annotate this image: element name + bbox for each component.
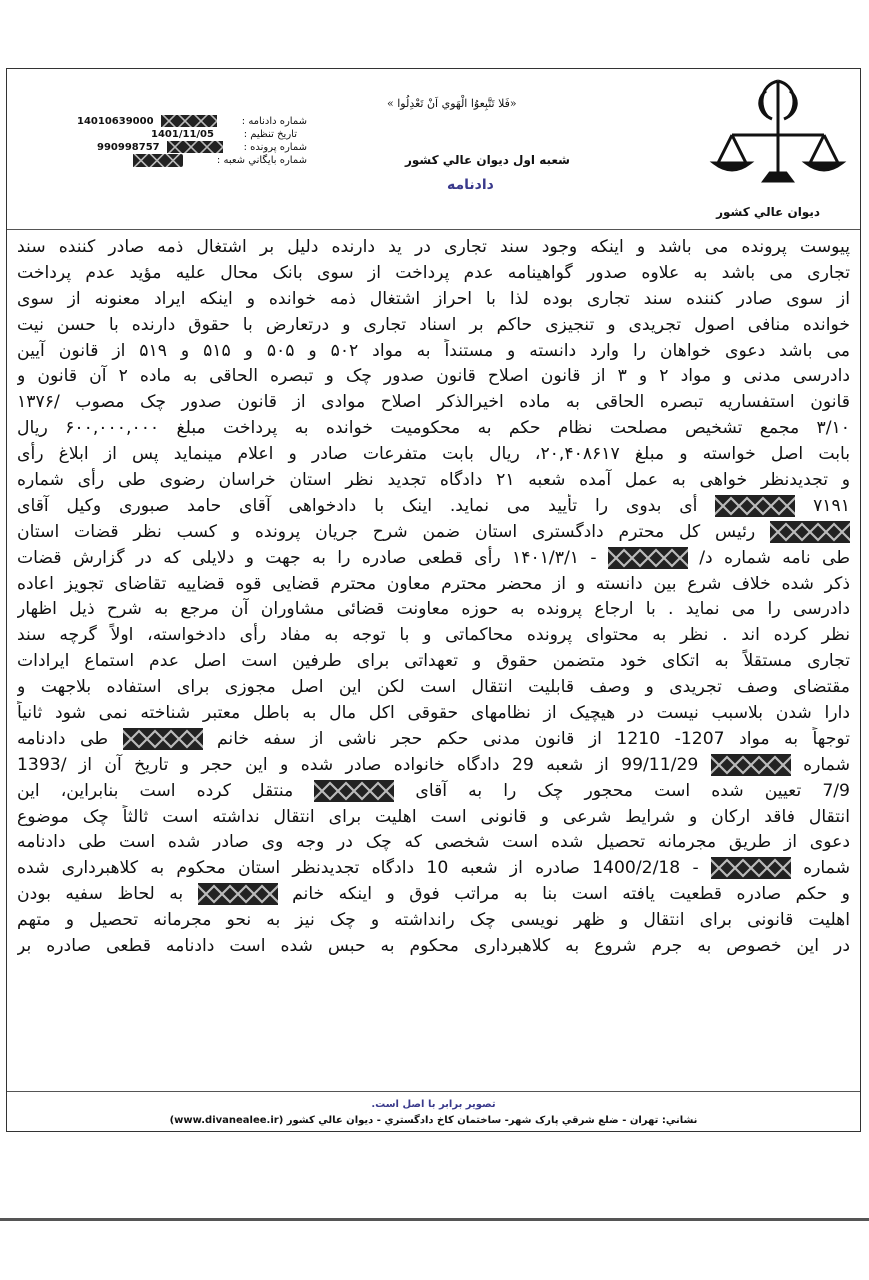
bottom-rule <box>0 1218 869 1221</box>
body-text-segment: ۷۱۹۱ <box>795 495 850 516</box>
body-line <box>17 416 850 442</box>
body-line <box>17 364 850 390</box>
body-line <box>17 882 850 908</box>
body-line <box>17 313 850 339</box>
top-margin <box>0 0 869 64</box>
redaction-box <box>314 780 394 802</box>
body-line <box>17 572 850 598</box>
body-text-segment: اهلیت قانونی برای انتقال و ظهر نویسی چک رانداشته و چک نیز به نحو مجرمانه تحصیل و متهم <box>17 910 850 931</box>
redaction-box <box>770 521 850 543</box>
body-line <box>17 701 850 727</box>
body-text-segment: توجهاً به مواد 1207- 1210 از قانون مدنی حکم حجر ناشی از سفه خانم <box>202 728 850 749</box>
body-line <box>17 442 850 468</box>
archive-row <box>77 154 307 167</box>
iran-emblem-icon <box>708 77 848 195</box>
redaction-box <box>711 754 791 776</box>
header-divider <box>7 229 860 230</box>
body-text-segment: دادرسی را می نماید . با ارجاع پرونده به حوزه معاونت قضائی مشاوران آن مرجع به شرح ذیل اظهار <box>17 599 850 620</box>
body-line <box>17 856 850 882</box>
body-line <box>17 546 850 572</box>
body-line <box>17 623 850 649</box>
case-number-label: شماره پرونده : <box>243 142 307 153</box>
body-text-segment: دعوی از طریق مجرمانه تحصیل شده است شخصی که چک در وجه وی صادر شده است طی دادنامه <box>17 832 850 853</box>
verdict-body <box>17 235 850 960</box>
body-text-segment: از سوی صادر کننده سند تجاری بوده لذا با احراز اشتغال ذمه خوانده و اینکه ایراد معنونه از سوی <box>17 288 850 309</box>
body-text-segment: ذکر شده خلاف شرع بین دانسته و از محضر محترم معاون محترم قضایی قوه قضاییه تقاضای تجویز اعاده <box>17 573 850 594</box>
body-text-segment: به لحاظ سفیه بودن <box>17 884 198 905</box>
redaction-box <box>161 115 217 127</box>
date-value: 1401/11/05 <box>151 129 214 140</box>
branch-name: شعبه اول ديوان عالي كشور <box>405 153 570 167</box>
verdict-number-value: 14010639000 <box>77 116 154 127</box>
body-text-segment: طی دادنامه <box>17 728 123 749</box>
body-text-segment: دارا شدن بلاسبب نیست در هیچیک از نظامهای حقوقی اکل مال به باطل معتبر شناخته نمی شود ثانیاً <box>17 703 850 724</box>
body-line <box>17 494 850 520</box>
body-text-segment: طی نامه شماره د/ <box>687 547 850 568</box>
body-text-segment: پیوست پرونده می باشد و اینکه وجود سند تجاری در ید دارنده دلیل بر اشتغال ذمه صادر کننده سند <box>17 237 850 257</box>
body-text-segment: رئیس کل محترم دادگستری استان ضمن شرح جریان پرونده و کسب نظر قضات استان <box>17 521 770 542</box>
body-text-segment: و حکم صادره قطعیت یافته است بنا به مراتب فوق و اینکه خانم <box>277 884 850 905</box>
body-text-segment: بابت اصل خواسته و مبلغ ۲۰,۴۰۸۶۱۷، ریال بابت متفرعات صادر و اعلام مینماید پس از ابلاغ رأی <box>17 444 850 465</box>
document-header <box>7 69 860 231</box>
body-line <box>17 805 850 831</box>
case-number-row <box>77 141 307 154</box>
quran-verse: «فَلا تَتَّبِعوُا الْهَوي اَنْ تَعْدِلُوا » <box>387 97 517 110</box>
body-text-segment: و تجدیدنظر خواهی به عمل آمده شعبه ۲۱ دادگاه تجدید نظر استان خراسان رضوی طی رأی شماره <box>17 470 850 491</box>
date-label: تاريخ تنظيم : <box>243 129 297 140</box>
redaction-box <box>133 154 183 167</box>
body-line <box>17 675 850 701</box>
body-line <box>17 261 850 287</box>
body-text-segment: 7/9 تعیین شده است محجور چک را به آقای <box>394 780 850 801</box>
body-text-segment: - 1400/2/18 صادره از شعبه 10 دادگاه تجدیدنظر استان محکوم به کلاهبرداری شده <box>17 858 711 879</box>
document-page <box>6 68 861 1132</box>
court-name: ديوان عالي كشور <box>716 205 820 219</box>
body-line <box>17 727 850 753</box>
body-line <box>17 287 850 313</box>
case-number-value: 990998757 <box>97 142 160 153</box>
body-text-segment: - ۱۴۰۱/۳/۱ رأی قطعی صادره را به جهت و دلایلی که در گزارش قضات <box>17 547 608 568</box>
body-text-segment: خوانده منافی اصول تجریدی و تنجیزی حاکم بر اسناد تجاری و درتعارض با حقوق دارنده با حسن نیت <box>17 314 850 335</box>
body-line <box>17 753 850 779</box>
redaction-box <box>123 728 203 750</box>
body-line <box>17 390 850 416</box>
redaction-box <box>711 857 791 879</box>
body-line <box>17 597 850 623</box>
body-line <box>17 908 850 934</box>
body-text-segment: نظر کرده اند . نظر به محتوای پرونده محاکماتی و با توجه به مفاد رأی دادخواسته، اولاً گرچه سند <box>17 625 850 646</box>
document-type: دادنامه <box>447 177 494 193</box>
body-line <box>17 779 850 805</box>
body-text-segment: در این خصوص به جرم شروع به کلاهبرداری محکوم به حبس شده است دادنامه قطعی صادره بر <box>17 936 850 957</box>
archive-label: شماره بايگاني شعبه : <box>216 155 307 166</box>
body-line <box>17 339 850 365</box>
body-text-segment: انتقال فاقد ارکان و شرایط شرعی و قانونی است اهلیت برای انتقال نداشته است ثالثاً چک موضوع <box>17 806 850 827</box>
verdict-number-row <box>77 115 307 128</box>
redaction-box <box>167 141 223 153</box>
body-text-segment: شماره <box>790 858 850 879</box>
body-text-segment: 99/11/29 از شعبه 29 دادگاه خانواده صادر شده و این حجر و تاریخ آن از /1393 <box>17 754 711 775</box>
body-text-segment: مقتضای وصف تجریدی و وصف قابلیت انتقال است لکن این اصل مجوزی برای استفاده بلاجهت و <box>17 677 850 698</box>
body-text-segment: أی بدوی را تأیید می نماید. اینک با دادخواهی آقای حامد صبوری وکیل آقای <box>17 495 716 516</box>
body-line <box>17 649 850 675</box>
body-text-segment: دادرسی مدنی و مواد ۲ و ۳ از قانون اصلاح قانون صدور چک و تبصره الحاقی به ماده ۲ آن قانون و <box>17 366 850 387</box>
footer-divider <box>7 1091 860 1092</box>
redaction-box <box>715 495 795 517</box>
body-line <box>17 235 850 261</box>
date-row <box>77 128 307 141</box>
body-line <box>17 520 850 546</box>
body-text-segment: تجاری می باشد به علاوه صدور گواهینامه عدم پرداخت از سوی بانک محال علیه مؤید عدم پرداخت <box>17 262 850 283</box>
redaction-box <box>198 883 278 905</box>
body-text-segment: شماره <box>790 754 850 775</box>
emblem-logo <box>708 77 848 195</box>
body-line <box>17 830 850 856</box>
body-text-segment: منتقل کرده است بنابراین، این <box>17 780 315 801</box>
body-text-segment: قانون استفساریه تبصره الحاقی به ماده اخیرالذکر اصلاح موادی از قانون صدور چک مصوب /۱۳۷۶ <box>17 392 850 413</box>
redaction-box <box>608 547 688 569</box>
body-text-segment: تجاری مستقلاً به اتکای خود متضمن حقوق و تعهداتی برای طرفین است اصل عدم استماع ایرادات <box>17 651 850 672</box>
verdict-number-label: شماره دادنامه : <box>241 116 307 127</box>
body-line <box>17 934 850 960</box>
certified-copy-note: تصوير برابر با اصل است. <box>371 1099 496 1110</box>
body-line <box>17 468 850 494</box>
body-text-segment: ۳/۱۰ مجمع تشخیص مصلحت نظام حکم به محکومیت خوانده به پرداخت مبلغ ۶۰۰,۰۰۰,۰۰۰ ریال <box>17 418 850 439</box>
document-metadata <box>77 115 307 167</box>
body-text-segment: می باشد دعوی خواهان را وارد دانسته و مستنداً به مواد ۵۰۲ و ۵۰۵ و ۵۱۵ و ۵۱۹ از قانون آیین <box>17 340 850 361</box>
court-address: نشاني: تهران - ضلع شرقي پارک شهر- ساختمان كاخ دادگستري - ديوان عالي كشور (www.divanealee.ir) <box>169 1115 698 1126</box>
